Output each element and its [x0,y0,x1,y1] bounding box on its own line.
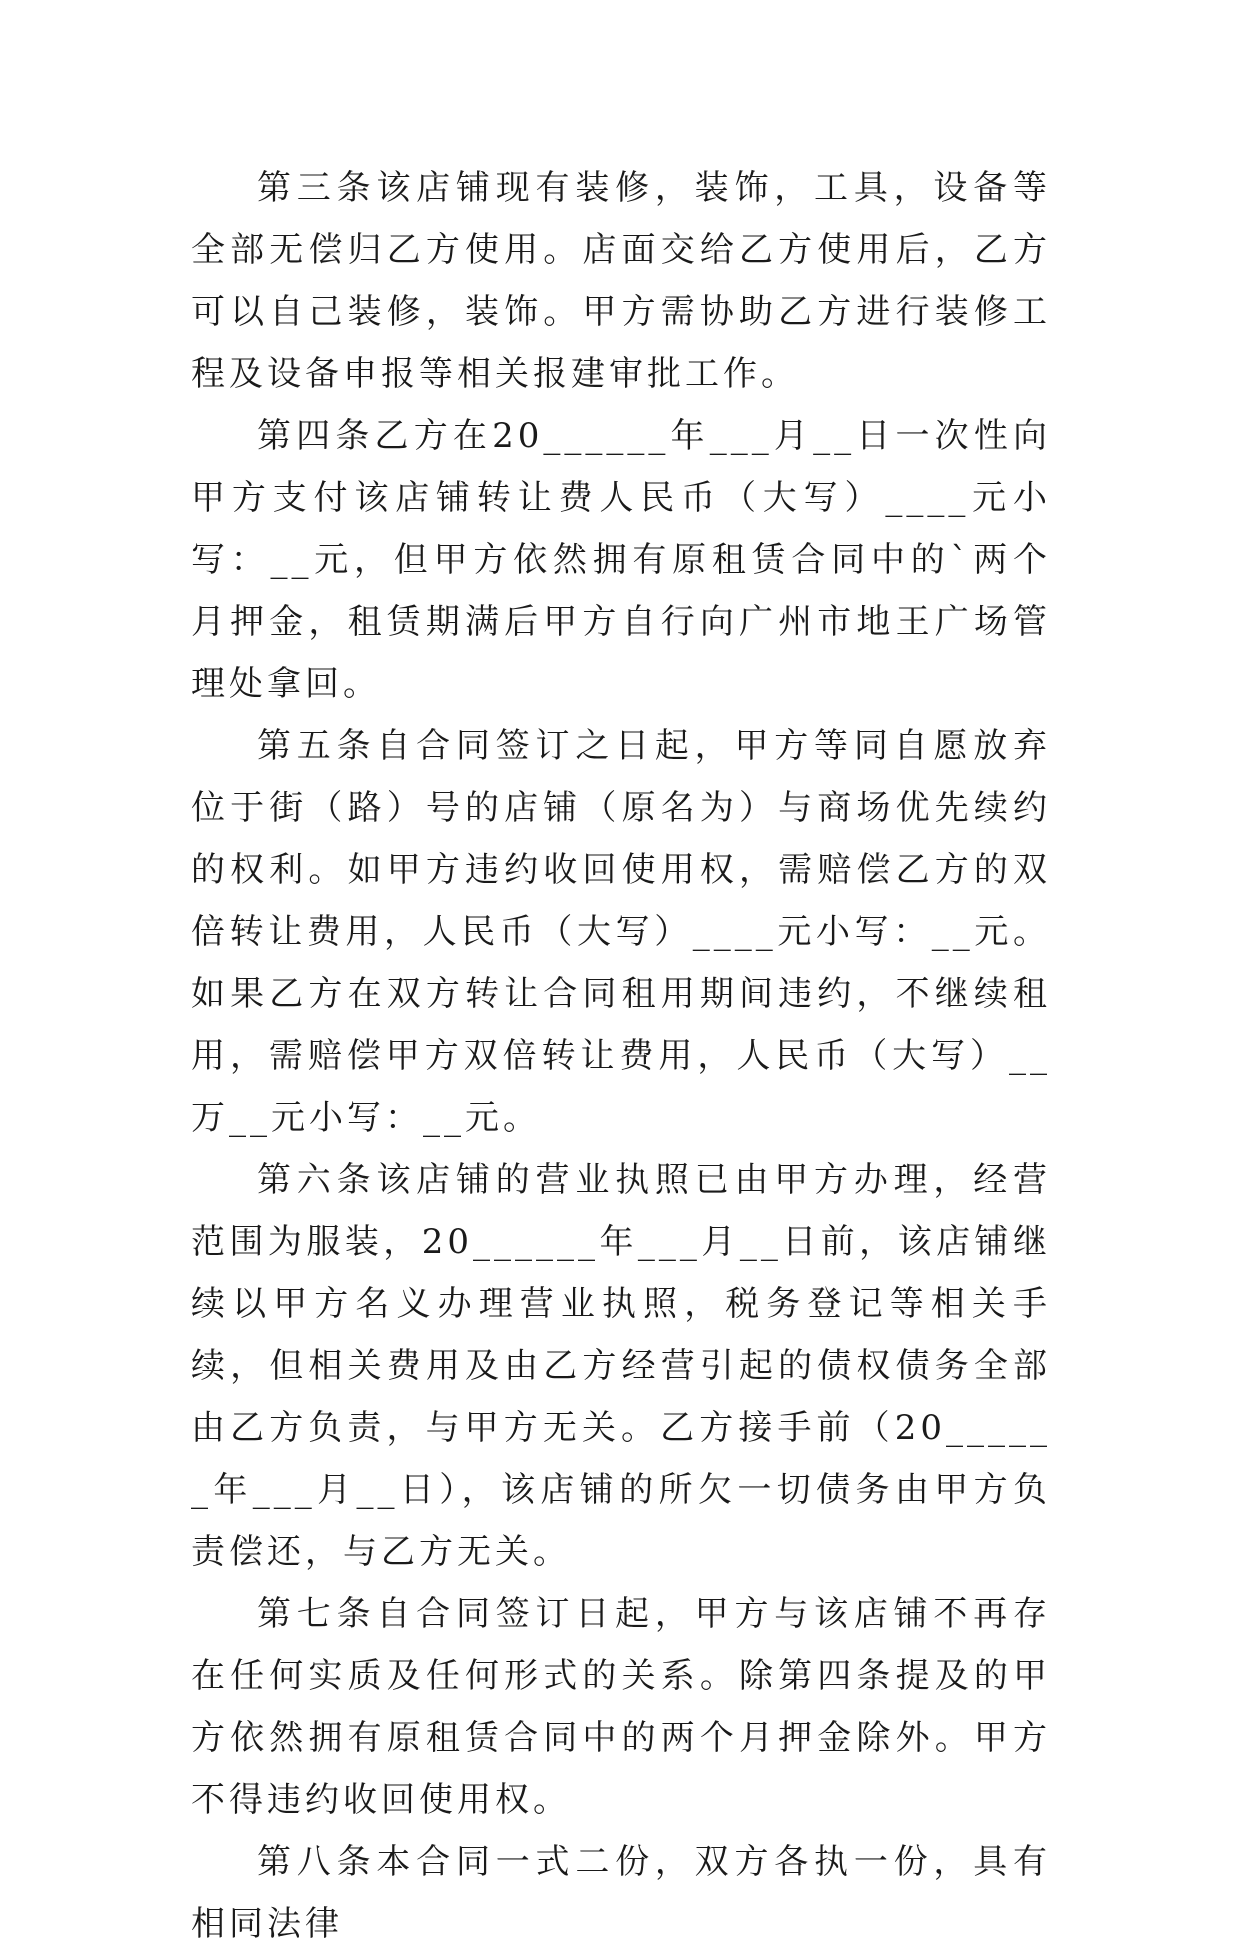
paragraph-article-3: 第三条该店铺现有装修，装饰，工具，设备等全部无偿归乙方使用。店面交给乙方使用后，乙方可以自己装修，装饰。甲方需协助乙方进行装修工程及设备申报等相关报建审批工作。 [191,168,1051,394]
paragraph-article-6: 第六条该店铺的营业执照已由甲方办理，经营范围为服装，20______年___月__日前，该店铺继续以甲方名义办理营业执照，税务登记等相关手续，但相关费用及由乙方经营引起的债权债务全部由乙方负责，与甲方无关。乙方接手前（20______年___月__日），该店铺的所欠一切债务由甲方负责偿还，与乙方无关。 [191,1160,1051,1572]
paragraph-article-5: 第五条自合同签订之日起，甲方等同自愿放弃位于街（路）号的店铺（原名为）与商场优先续约的权利。如甲方违约收回使用权，需赔偿乙方的双倍转让费用，人民币（大写）____元小写：__元。如果乙方在双方转让合同租用期间违约，不继续租用，需赔偿甲方双倍转让费用，人民币（大写）__万__元小写：__元。 [191,726,1051,1138]
paragraph-article-7: 第七条自合同签订日起，甲方与该店铺不再存在任何实质及任何形式的关系。除第四条提及的甲方依然拥有原租赁合同中的两个月押金除外。甲方不得违约收回使用权。 [191,1594,1051,1820]
document-body [191,157,1051,1955]
paragraph-article-8: 第八条本合同一式二份，双方各执一份，具有相同法律 [191,1842,1051,1944]
paragraph-article-4: 第四条乙方在20______年___月__日一次性向甲方支付该店铺转让费人民币（大写）____元小写：__元，但甲方依然拥有原租赁合同中的`两个月押金，租赁期满后甲方自行向广州市地王广场管理处拿回。 [191,416,1051,704]
